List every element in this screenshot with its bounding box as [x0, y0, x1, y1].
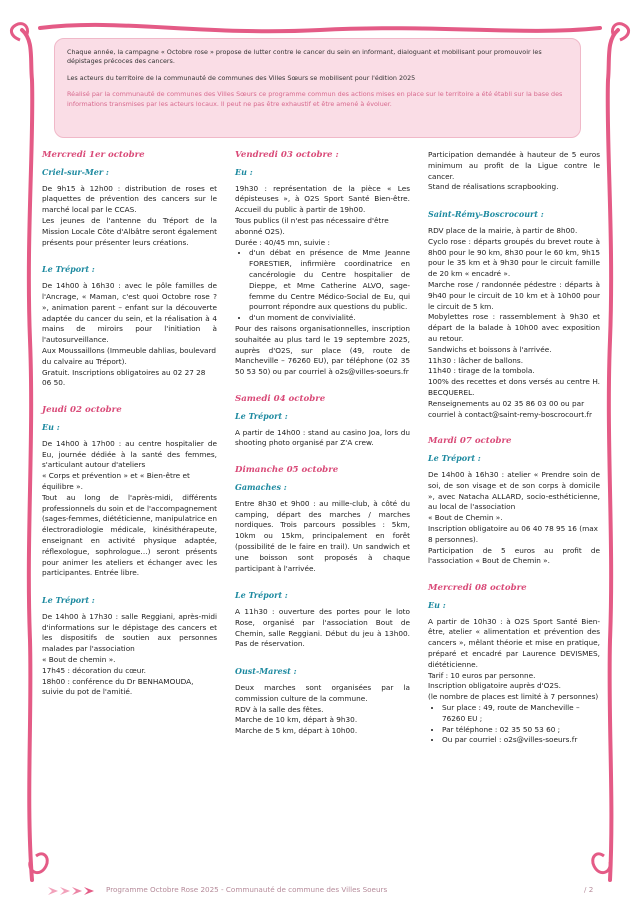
place-heading: Le Tréport : — [42, 595, 95, 606]
list-item: • Sur place : 49, route de Mancheville – 76260 EU ; — [442, 703, 600, 725]
event-text: Marche de 10 km, départ à 9h30. — [235, 715, 358, 725]
event-text: 17h45 : décoration du cœur. — [42, 665, 146, 675]
column-3 — [428, 150, 600, 746]
day-heading: Vendredi 03 octobre : — [235, 150, 339, 160]
event-text: Tout au long de l'après-midi, différents professionnels du soin et de l'accompagnement (sages-femmes, diététicienne, manipulatrice en électroradiologie médicale, kinésithérapeute, enseignant en activité physique adaptée, réflexologue, sophrologue…) seront présents pour animer les ateliers et échanger avec les participantes. Entrée libre. — [42, 492, 217, 578]
event-text: 100% des recettes et dons versés au centre H. BECQUEREL. — [428, 377, 600, 397]
bullet-list — [235, 248, 410, 324]
event-text: Inscription obligatoire auprès d'O2S. — [428, 681, 561, 691]
event-text: Participation demandée à hauteur de 5 euros minimum au profit de la Ligue contre le cancer. — [428, 150, 600, 181]
event-text: Tarif : 10 euros par personne. — [428, 670, 536, 680]
event-text: 18h00 : conférence du Dr BENHAMOUDA, suivie du pot de l'amitié. — [42, 676, 194, 697]
event-text: 11h30 : lâcher de ballons. — [428, 355, 524, 365]
event-text: « Bout de Chemin ». — [428, 513, 503, 523]
day-heading: Dimanche 05 octobre — [235, 465, 339, 476]
event-text: Sandwichs et boissons à l'arrivée. — [428, 344, 552, 354]
place-heading: Le Tréport : — [428, 453, 481, 464]
event-text: Tous publics (il n'est pas nécessaire d'être abonné O2S). — [235, 215, 389, 236]
day-heading: Mercredi 1er octobre — [42, 150, 145, 160]
intro-paragraph: Chaque année, la campagne « Octobre rose » propose de lutter contre le cancer du sein en informant, dialoguant et mobilisant pour promouvoir les dépistages précoces des cancers. — [67, 48, 542, 66]
event-text: A 11h30 : ouverture des portes pour le loto Rose, organisé par l'association Bout de Chemin, salle Reggiani. Début du jeu à 13h00. Pas de réservation. — [235, 607, 410, 649]
event-text: RDV place de la mairie, à partir de 8h00. — [428, 225, 578, 235]
day-heading: Mardi 07 octobre — [428, 436, 512, 447]
event-text: « Corps et prévention » et « Bien-être et équilibre ». — [42, 471, 190, 491]
bullet-list — [428, 703, 600, 746]
event-text: « Bout de chemin ». — [42, 655, 116, 665]
event-text: De 14h00 à 16h30 : atelier « Prendre soin de soi, de son visage et de son corps à domicile », avec Natacha ALLARD, socio-esthéticienne, au local de l'association — [428, 469, 600, 512]
place-heading: Gamaches : — [235, 481, 287, 492]
place-heading: Le Tréport : — [235, 590, 288, 601]
day-heading: Samedi 04 octobre — [235, 393, 326, 404]
event-text: Pour des raisons organisationnelles, inscription souhaitée au plus tard le 19 septembre 2025, auprès d'O2S, sur place (49, route de Mancheville – 76260 EU), par téléphone (02 35 50 53 50) ou par courriel à o2s@villes-soeurs.fr — [235, 323, 410, 377]
place-heading: Oust-Marest : — [235, 666, 297, 677]
day-heading: Jeudi 02 octobre — [42, 405, 122, 416]
place-heading: Saint-Rémy-Boscrocourt : — [428, 209, 544, 220]
place-heading: Le Tréport : — [42, 264, 95, 275]
place-heading: Le Tréport : — [235, 410, 288, 421]
event-text: Mobylettes rose : rassemblement à 9h30 et départ de la balade à 10h00 avec exposition au retour. — [428, 312, 600, 343]
event-text: RDV à la salle des fêtes. — [235, 704, 324, 714]
list-item: • d'un moment de convivialité. — [249, 313, 410, 324]
footer-title: Programme Octobre Rose 2025 - Communauté de commune des Villes Soeurs — [106, 885, 388, 894]
event-text: Les jeunes de l'antenne du Tréport de la Mission Locale Côte d'Albâtre seront également présents pour présenter leurs créations. — [42, 215, 217, 247]
event-text: De 14h00 à 17h30 : salle Reggiani, après-midi d'informations sur le dépistage des cancers et les dispositifs de soutien aux personnes malades par l'association — [42, 611, 217, 654]
event-text: A partir de 14h00 : stand au casino Joa, lors du shooting photo organisé par Z'A crew. — [235, 427, 410, 448]
event-text: Participation de 5 euros au profit de l'association « Bout de Chemin ». — [428, 545, 600, 566]
event-text: 11h40 : tirage de la tombola. — [428, 366, 535, 376]
column-2 — [235, 150, 410, 737]
place-heading: Eu : — [428, 599, 446, 610]
event-text: A partir de 10h30 : à O2S Sport Santé Bien-être, atelier « alimentation et prévention des cancers », mêlant théorie et mise en pratique, préparé et encadré par Laurence DEVISMES, diététicienne. — [428, 616, 600, 669]
list-item: • Ou par courriel : o2s@villes-soeurs.fr — [442, 735, 600, 746]
list-item: • Par téléphone : 02 35 50 53 60 ; — [442, 725, 600, 736]
day-heading: Mercredi 08 octobre — [428, 583, 527, 594]
intro-disclaimer: Réalisé par la communauté de communes des Villes Sœurs ce programme commun des actions mises en place sur le territoire a été établi sur la base des informations transmises par les acteurs locaux. Il peut ne pas être exhaustif et être amené à évoluer. — [67, 90, 563, 108]
page-number: / 2 — [584, 885, 594, 894]
list-item: • d'un débat en présence de Mme Jeanne FORESTIER, infirmière coordinatrice en cancérologie du Centre hospitalier de Dieppe, et Mme Catherine ALVO, sage-femme du Centre Médico-Social de Eu, qui pourront répondre aux questions du public. — [249, 248, 410, 313]
event-text: De 14h00 à 16h30 : avec le pôle familles de l'Ancrage, « Maman, c'est quoi Octobre rose ? », animation parent – enfant sur la découverte adaptée du cancer du sein, et la réalisation à 4 mains de miroirs pour l'initiation à l'autosurveillance. — [42, 281, 217, 345]
event-text: Gratuit. Inscriptions obligatoires au 02 27 28 06 50. — [42, 367, 206, 388]
event-text: Inscription obligatoire au 06 40 78 95 16 (max 8 personnes). — [428, 523, 598, 544]
event-text: Deux marches sont organisées par la commission culture de la commune. — [235, 683, 410, 703]
intro-paragraph: Les acteurs du territoire de la communauté de communes des Villes Sœurs se mobilisent pour l'édition 2025 — [67, 73, 416, 82]
event-text: Entre 8h30 et 9h00 : au mille-club, à côté du camping, départ des marches / marches nordiques. Trois parcours possibles : 5km, 10km ou 15km, principalement en forêt (possibilité de le faire en trail). Un sandwich et une boisson sont proposés à chaque participant à l'arrivée. — [235, 498, 410, 573]
event-text: Renseignements au 02 35 86 03 00 ou par courriel à contact@saint-remy-boscrocourt.fr — [428, 398, 592, 419]
column-1 — [42, 150, 217, 698]
event-text: De 14h00 à 17h00 : au centre hospitalier de Eu, journée dédiée à la santé des femmes, s'articulant autour d'ateliers — [42, 438, 217, 470]
event-text: 19h30 : représentation de la pièce « Les dépisteuses », à O2S Sport Santé Bien-être. Accueil du public à partir de 19h00. — [235, 183, 410, 215]
event-text: Durée : 40/45 mn, suivie : — [235, 237, 330, 247]
event-text: Stand de réalisations scrapbooking. — [428, 182, 559, 192]
event-text: Cyclo rose : départs groupés du brevet route à 8h00 pour le 90 km, 8h30 pour le 60 km, 9h15 pour le 35 km et à 9h30 pour le circuit famille de 20 km « encadré ». — [428, 236, 600, 279]
page-footer — [0, 884, 640, 898]
event-text: De 9h15 à 12h00 : distribution de roses et plaquettes de prévention des cancers sur le marché local par le CCAS. — [42, 183, 217, 215]
event-text: Marche de 5 km, départ à 10h00. — [235, 726, 358, 736]
event-text: Marche rose / randonnée pédestre : départs à 9h40 pour le circuit de 10 km et à 10h00 pour le circuit de 5 km. — [428, 279, 600, 311]
chevron-arrows-icon — [48, 886, 100, 896]
intro-box — [54, 38, 581, 138]
place-heading: Criel-sur-Mer : — [42, 166, 109, 177]
place-heading: Eu : — [235, 166, 253, 177]
place-heading: Eu : — [42, 421, 60, 432]
event-text: (le nombre de places est limité à 7 personnes) — [428, 692, 599, 702]
event-text: Aux Moussaillons (Immeuble dahlias, boulevard du calvaire au Tréport). — [42, 345, 217, 366]
